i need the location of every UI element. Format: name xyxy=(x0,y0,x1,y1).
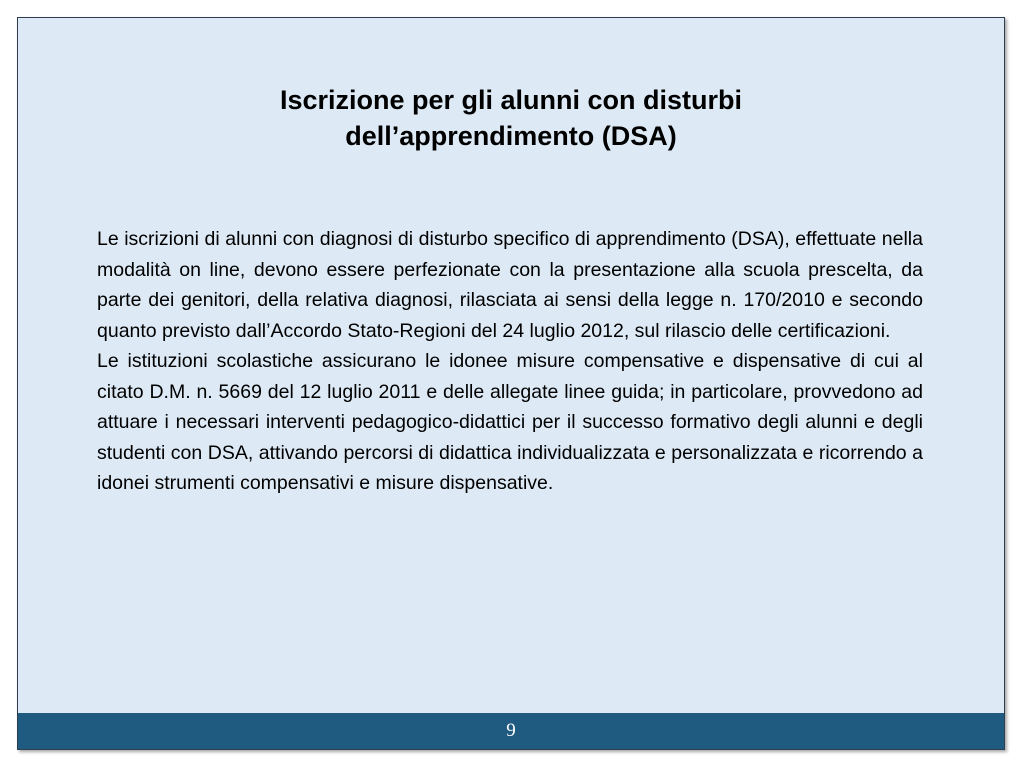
slide xyxy=(17,17,1005,750)
slide-title-line-2: dell’apprendimento (DSA) xyxy=(345,121,677,151)
footer-bar xyxy=(18,713,1004,749)
body-paragraph-1: Le iscrizioni di alunni con diagnosi di disturbo specifico di apprendimento (DSA), effettuate nella modalità on line, devono essere perfezionate con la presentazione alla scuola prescelta, da parte dei genitori, della relativa diagnosi, rilasciata ai sensi della legge n. 170/2010 e secondo quanto previsto dall’Accordo Stato-Regioni del 24 luglio 2012, sul rilascio delle certificazioni. xyxy=(97,228,923,342)
page-number: 9 xyxy=(506,720,516,741)
slide-title-line-1: Iscrizione per gli alunni con disturbi xyxy=(279,85,743,115)
body-paragraph-2: Le istituzioni scolastiche assicurano le idonee misure compensative e dispensative di cui al citato D.M. n. 5669 del 12 luglio 2011 e delle allegate linee guida; in particolare, provvedono ad attuare i necessari interventi pedagogico-didattici per il successo formativo degli alunni e degli studenti con DSA, attivando percorsi di didattica individualizzata e personalizzata e ricorrendo a idonei strumenti compensativi e misure dispensative. xyxy=(97,350,923,494)
slide-title xyxy=(18,82,1004,154)
slide-body xyxy=(97,224,923,499)
